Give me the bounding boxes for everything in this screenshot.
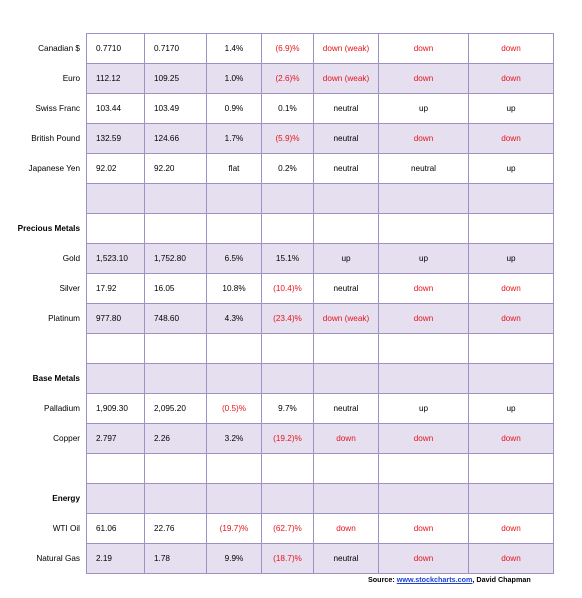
table-cell [469,184,554,214]
table-row [8,544,554,574]
table-row [8,394,554,424]
table-cell: 0.1% [262,94,314,124]
table-row [8,64,554,94]
table-cell [379,484,469,514]
table-cell [262,364,314,394]
table-cell: down [379,514,469,544]
table-cell [145,484,207,514]
table-cell [262,184,314,214]
table-cell [379,184,469,214]
table-cell [87,484,145,514]
row-label: Natural Gas [36,554,80,563]
section-heading: Base Metals [32,374,80,383]
table-cell: down [469,34,554,64]
table-cell [262,454,314,484]
table-cell [262,214,314,244]
table-cell: (2.6)% [262,64,314,94]
table-cell: down [379,274,469,304]
section-heading: Precious Metals [17,224,80,233]
table-body [8,34,554,574]
table-cell: down (weak) [314,64,379,94]
table-cell: down [379,304,469,334]
table-cell: (62.7)% [262,514,314,544]
table-cell: 0.7710 [87,34,145,64]
table-cell: up [379,94,469,124]
table-cell: 2.26 [145,424,207,454]
row-label [8,454,87,484]
table-cell [207,184,262,214]
table-cell [314,484,379,514]
table-cell: 112.12 [87,64,145,94]
table-cell: 92.20 [145,154,207,184]
table-cell: down [469,274,554,304]
table-cell: 15.1% [262,244,314,274]
table-cell: neutral [379,154,469,184]
table-cell: 132.59 [87,124,145,154]
section-heading: Energy [52,494,80,503]
table-cell: (19.7)% [207,514,262,544]
table-cell: neutral [314,394,379,424]
table-cell: down [469,514,554,544]
row-label: Euro [62,74,80,83]
table-row [8,124,554,154]
table-cell [87,364,145,394]
table-cell: neutral [314,94,379,124]
table-cell [314,214,379,244]
table-cell: 9.9% [207,544,262,574]
table-cell: 0.9% [207,94,262,124]
table-cell: 124.66 [145,124,207,154]
table-row [8,304,554,334]
table-cell [469,214,554,244]
table-cell: 0.2% [262,154,314,184]
row-label: Silver [59,284,80,293]
table-cell [145,454,207,484]
table-cell: up [314,244,379,274]
table-cell: 10.8% [207,274,262,304]
table-cell [207,484,262,514]
table-row [8,94,554,124]
table-row [8,184,554,214]
table-cell [314,334,379,364]
table-cell: down [469,424,554,454]
table-cell [314,364,379,394]
table-cell [87,214,145,244]
table-cell: down (weak) [314,304,379,334]
table-cell: 103.44 [87,94,145,124]
table-cell [469,364,554,394]
table-cell: 2.19 [87,544,145,574]
row-label: Gold [62,254,80,263]
table-cell [87,334,145,364]
table-cell: down [469,64,554,94]
row-label [8,334,87,364]
table-cell: down [314,424,379,454]
table-cell: (23.4)% [262,304,314,334]
table-cell: down [469,544,554,574]
table-cell: (6.9)% [262,34,314,64]
table-cell [262,334,314,364]
table-row [8,154,554,184]
table-cell: (5.9)% [262,124,314,154]
table-cell: down (weak) [314,34,379,64]
source-prefix: Source: [368,575,397,584]
table-cell [207,334,262,364]
table-cell: down [314,514,379,544]
table-cell [145,184,207,214]
table-cell: 977.80 [87,304,145,334]
table-cell [469,334,554,364]
table-cell [262,484,314,514]
table-cell: up [469,394,554,424]
table-cell: 1.0% [207,64,262,94]
table-row [8,514,554,544]
table-cell: 748.60 [145,304,207,334]
row-label: British Pound [31,134,80,143]
table-cell: 1,909.30 [87,394,145,424]
table-row [8,274,554,304]
table-cell [314,454,379,484]
row-label: WTI Oil [52,524,80,533]
table-cell: 17.92 [87,274,145,304]
table-cell [469,484,554,514]
table-cell [379,214,469,244]
table-cell: 1.7% [207,124,262,154]
table-cell [379,454,469,484]
table-cell: up [379,244,469,274]
table-cell: (0.5)% [207,394,262,424]
table-cell: up [379,394,469,424]
market-table [8,33,554,574]
table-cell: down [379,544,469,574]
table-cell: 22.76 [145,514,207,544]
table-cell [145,334,207,364]
table-cell: neutral [314,274,379,304]
table-cell: 1.4% [207,34,262,64]
table-cell: down [379,424,469,454]
table-cell: 1,523.10 [87,244,145,274]
table-row [8,334,554,364]
table-cell: 109.25 [145,64,207,94]
table-cell: (19.2)% [262,424,314,454]
table-cell: neutral [314,544,379,574]
table-cell [87,184,145,214]
table-cell: 3.2% [207,424,262,454]
table-cell: 1.78 [145,544,207,574]
table-cell [145,214,207,244]
row-label: Swiss Franc [35,104,80,113]
row-label [8,184,87,214]
source-link[interactable]: www.stockcharts.com [396,575,473,584]
table-cell: neutral [314,124,379,154]
table-cell: 2,095.20 [145,394,207,424]
table-cell [145,364,207,394]
section-row [8,364,554,394]
table-cell: up [469,94,554,124]
table-cell: 2.797 [87,424,145,454]
table-cell [207,214,262,244]
table-cell: 0.7170 [145,34,207,64]
table-cell [207,454,262,484]
table-cell [379,364,469,394]
row-label: Platinum [48,314,80,323]
table-cell: down [469,124,554,154]
table-cell [469,454,554,484]
table-cell: flat [207,154,262,184]
row-label: Canadian $ [38,44,80,53]
source-suffix: , David Chapman [472,575,531,584]
table-row [8,424,554,454]
table-cell [207,364,262,394]
row-label: Japanese Yen [28,164,80,173]
table-cell: (18.7)% [262,544,314,574]
table-cell: 61.06 [87,514,145,544]
table-cell: 92.02 [87,154,145,184]
row-label: Copper [53,434,80,443]
table-cell: down [379,34,469,64]
table-cell: 4.3% [207,304,262,334]
table-cell: down [379,124,469,154]
table-cell: up [469,244,554,274]
section-row [8,214,554,244]
table-cell: down [379,64,469,94]
table-cell [87,454,145,484]
table-cell: neutral [314,154,379,184]
table-cell: 16.05 [145,274,207,304]
table-cell: 9.7% [262,394,314,424]
table-cell: up [469,154,554,184]
table-cell: 6.5% [207,244,262,274]
table-row [8,34,554,64]
table-cell: 1,752.80 [145,244,207,274]
table-row [8,454,554,484]
table-cell [379,334,469,364]
table-cell: down [469,304,554,334]
table-cell: (10.4)% [262,274,314,304]
table-row [8,244,554,274]
table-cell: 103.49 [145,94,207,124]
table-cell [314,184,379,214]
section-row [8,484,554,514]
source-note [368,575,531,584]
row-label: Palladium [44,404,80,413]
